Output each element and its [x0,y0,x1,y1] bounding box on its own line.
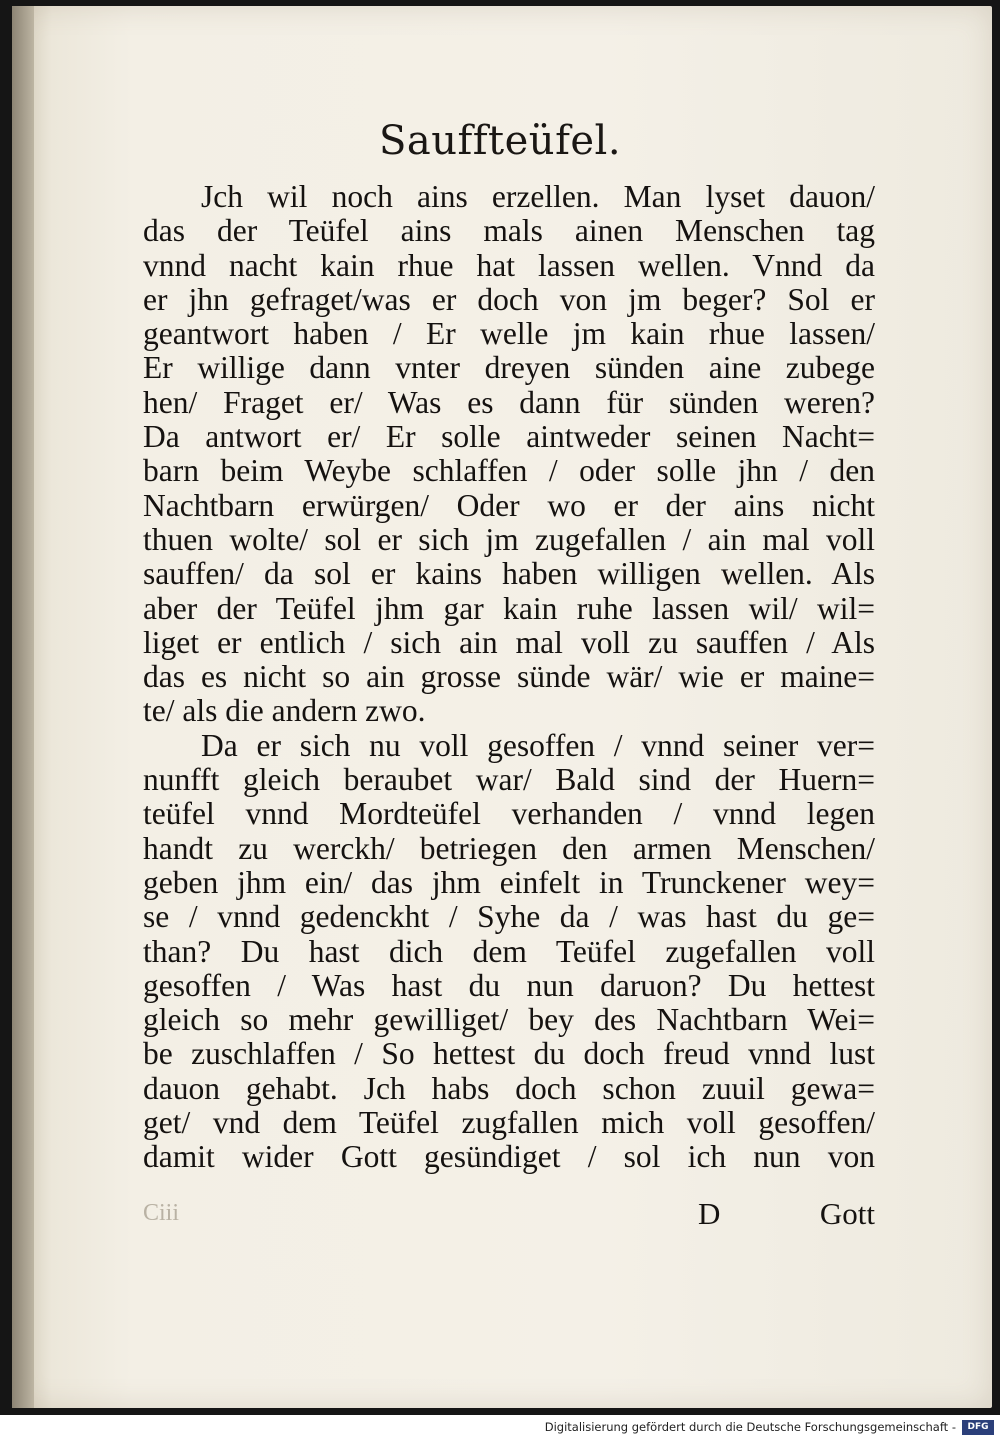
text-line: te/ als die andern zwo. [143,694,426,729]
running-head: Sauffteüfel. [378,118,622,164]
text-line: das der Teüfel ains mals ainen Menschen tag [143,214,875,249]
text-line: handt zu werckh/ betriegen den armen Menschen/ [143,831,875,866]
funding-credit: Digitalisierung gefördert durch die Deutsche Forschungsgemeinschaft - [544,1420,956,1434]
text-line: Da er sich nu voll gesoffen / vnnd seiner ver= [201,728,875,763]
text-line: vnnd nacht kain rhue hat lassen wellen. Vnnd da [143,248,875,283]
text-line: barn beim Weybe schlaffen / oder solle jhn / den [143,454,875,489]
text-line: Jch wil noch ains erzellen. Man lyset dauon/ [201,180,875,214]
text-line: liget er entlich / sich ain mal voll zu sauffen / Als [143,625,875,660]
text-line: than? Du hast dich dem Teüfel zugefallen voll [143,934,875,969]
text-line: get/ vnd dem Teüfel zugfallen mich voll gesoffen/ [143,1106,875,1141]
credit-bar [0,1415,1000,1441]
text-line: teüfel vnnd Mordteüfel verhanden / vnnd legen [143,797,875,832]
text-line: dauon gehabt. Jch habs doch schon zuuil gewa= [143,1071,875,1106]
text-line: Da antwort er/ Er solle aintweder seinen Nacht= [143,420,875,455]
text-line: das es nicht so ain grosse sünde wär/ wie er maine= [143,660,875,695]
body-text [143,180,875,1175]
dfg-logo-icon: DFG [962,1420,994,1435]
text-line: er jhn gefraget/was er doch von jm beger? Sol er [143,282,875,317]
text-line: Nachtbarn erwürgen/ Oder wo er der ains nicht [143,488,875,523]
text-line: gesoffen / Was hast du nun daruon? Du hettest [143,968,875,1003]
signature-letter: D [698,1196,721,1231]
text-line: geantwort haben / Er welle jm kain rhue lassen/ [143,317,875,352]
text-line: damit wider Gott gesündiget / sol ich nun von [143,1140,875,1175]
text-line: nunfft gleich beraubet war/ Bald sind der Huern= [143,763,875,798]
text-line: gleich so mehr gewilliget/ bey des Nachtbarn Wei= [143,1003,875,1038]
text-line: be zuschlaffen / So hettest du doch freud vnnd lust [143,1037,875,1072]
page-footer [143,1196,875,1236]
text-line: sauffen/ da sol er kains haben willigen wellen. Als [143,557,875,592]
page-gutter [12,6,34,1408]
catchword: Gott [819,1196,875,1231]
text-line: hen/ Fraget er/ Was es dann für sünden weren? [143,385,875,420]
signature-mark: Ciii [143,1200,180,1226]
text-line: aber der Teüfel jhm gar kain ruhe lassen wil/ wil= [143,591,875,626]
text-line: se / vnnd gedenckht / Syhe da / was hast du ge= [143,900,875,935]
text-line: geben jhm ein/ das jhm einfelt in Trunckener wey= [143,865,875,900]
text-line: thuen wolte/ sol er sich jm zugefallen / ain mal voll [143,522,875,557]
text-line: Er willige dann vnter dreyen sünden aine zubege [143,351,875,386]
